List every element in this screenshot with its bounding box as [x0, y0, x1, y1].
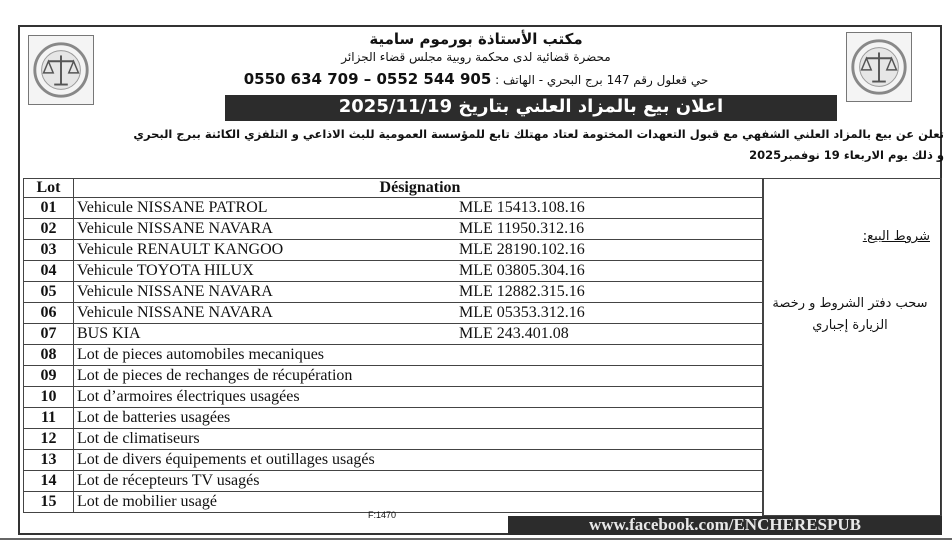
lot-designation-cell: [74, 366, 764, 387]
lot-number: 09: [24, 366, 74, 387]
lot-designation-cell: [74, 345, 764, 366]
lots-table: [23, 178, 764, 513]
lot-number: 02: [24, 219, 74, 240]
table-row: [24, 366, 764, 387]
lot-designation: Vehicule RENAULT KANGOO: [77, 241, 284, 258]
court-line: محضرة قضائية لدى محكمة روبية مجلس قضاء الجزائر: [341, 50, 611, 64]
lot-designation-cell: [74, 492, 764, 513]
table-row: [24, 240, 764, 261]
facebook-link[interactable]: www.facebook.com/ENCHERESPUB: [588, 515, 861, 534]
table-row: [24, 345, 764, 366]
lot-designation-cell: [74, 219, 764, 240]
lot-designation-cell: [74, 198, 764, 219]
lot-number: 06: [24, 303, 74, 324]
lot-designation-cell: [74, 429, 764, 450]
lot-registration: MLE 05353.312.16: [459, 304, 585, 321]
office-name: مكتب الأستاذة بورموم سامية: [369, 30, 583, 48]
lot-registration: MLE 12882.315.16: [459, 283, 585, 300]
lot-designation-cell: [74, 282, 764, 303]
lot-designation-cell: [74, 450, 764, 471]
lot-designation: Lot de batteries usagées: [77, 409, 231, 426]
lot-registration: MLE 11950.312.16: [459, 220, 585, 237]
lot-designation: Lot de divers équipements et outillages usagés: [77, 451, 375, 468]
lot-number: 13: [24, 450, 74, 471]
lot-number: 01: [24, 198, 74, 219]
lot-number: 15: [24, 492, 74, 513]
lot-designation: Vehicule NISSANE NAVARA: [77, 220, 273, 237]
lot-designation: Lot de récepteurs TV usagés: [77, 472, 260, 489]
lot-designation-cell: [74, 471, 764, 492]
phone-numbers: 0550 634 709 – 0552 544 905: [243, 70, 492, 88]
lot-designation-cell: [74, 324, 764, 345]
lot-designation: Vehicule TOYOTA HILUX: [77, 262, 254, 279]
lot-number: 04: [24, 261, 74, 282]
intro-line-2: و ذلك يوم الاربعاء 19 نوفمبر2025: [749, 148, 944, 162]
table-row: [24, 219, 764, 240]
lot-designation: Lot d’armoires électriques usagées: [77, 388, 300, 405]
lot-designation: Lot de pieces de rechanges de récupération: [77, 367, 353, 384]
lot-designation-cell: [74, 240, 764, 261]
conditions-text: سحب دفتر الشروط و رخصة الزيارة إجباري: [772, 296, 928, 333]
address-text: حي قعلول رقم 147 برج البحري - الهاتف :: [495, 73, 709, 87]
table-row: [24, 324, 764, 345]
lot-number: 14: [24, 471, 74, 492]
table-row: [24, 471, 764, 492]
page-title: اعلان بيع بالمزاد العلني بتاريخ 2025/11/19: [338, 96, 724, 117]
intro-line-1: تعلن عن بيع بالمزاد العلني الشفهي مع قبول التعهدات المختومة لعتاد مهتلك تابع للمؤسسة العمومية للبث الاذاعي و التلفزي الكائنة ببرج البحري: [133, 127, 944, 141]
table-row: [24, 282, 764, 303]
column-header-lot: Lot: [24, 179, 74, 198]
lot-registration: MLE 28190.102.16: [459, 241, 585, 258]
lot-designation-cell: [74, 261, 764, 282]
lot-number: 08: [24, 345, 74, 366]
lot-number: 10: [24, 387, 74, 408]
bottom-rule: [0, 538, 952, 540]
lot-designation: Vehicule NISSANE NAVARA: [77, 304, 273, 321]
lot-designation: Vehicule NISSANE PATROL: [77, 199, 268, 216]
lot-designation: Lot de mobilier usagé: [77, 493, 217, 510]
table-row: [24, 198, 764, 219]
lot-number: 07: [24, 324, 74, 345]
table-header-row: [24, 179, 764, 198]
lot-registration: MLE 243.401.08: [459, 325, 569, 342]
lot-designation: Lot de climatiseurs: [77, 430, 200, 447]
table-row: [24, 303, 764, 324]
lot-designation-cell: [74, 303, 764, 324]
lot-number: 12: [24, 429, 74, 450]
lot-designation: Vehicule NISSANE NAVARA: [77, 283, 273, 300]
address-line: [0, 70, 952, 88]
conditions-title: شروط البيع:: [862, 229, 930, 244]
reference-code: F:1470: [368, 510, 397, 520]
lot-number: 11: [24, 408, 74, 429]
table-row: [24, 387, 764, 408]
table-row: [24, 408, 764, 429]
lot-designation-cell: [74, 387, 764, 408]
lot-designation: BUS KIA: [77, 325, 141, 342]
table-row: [24, 429, 764, 450]
lot-registration: MLE 03805.304.16: [459, 262, 585, 279]
lot-number: 05: [24, 282, 74, 303]
lot-designation-cell: [74, 408, 764, 429]
table-row: [24, 450, 764, 471]
table-row: [24, 261, 764, 282]
lot-number: 03: [24, 240, 74, 261]
lot-registration: MLE 15413.108.16: [459, 199, 585, 216]
column-header-designation: Désignation: [74, 179, 764, 198]
lot-designation: Lot de pieces automobiles mecaniques: [77, 346, 325, 363]
